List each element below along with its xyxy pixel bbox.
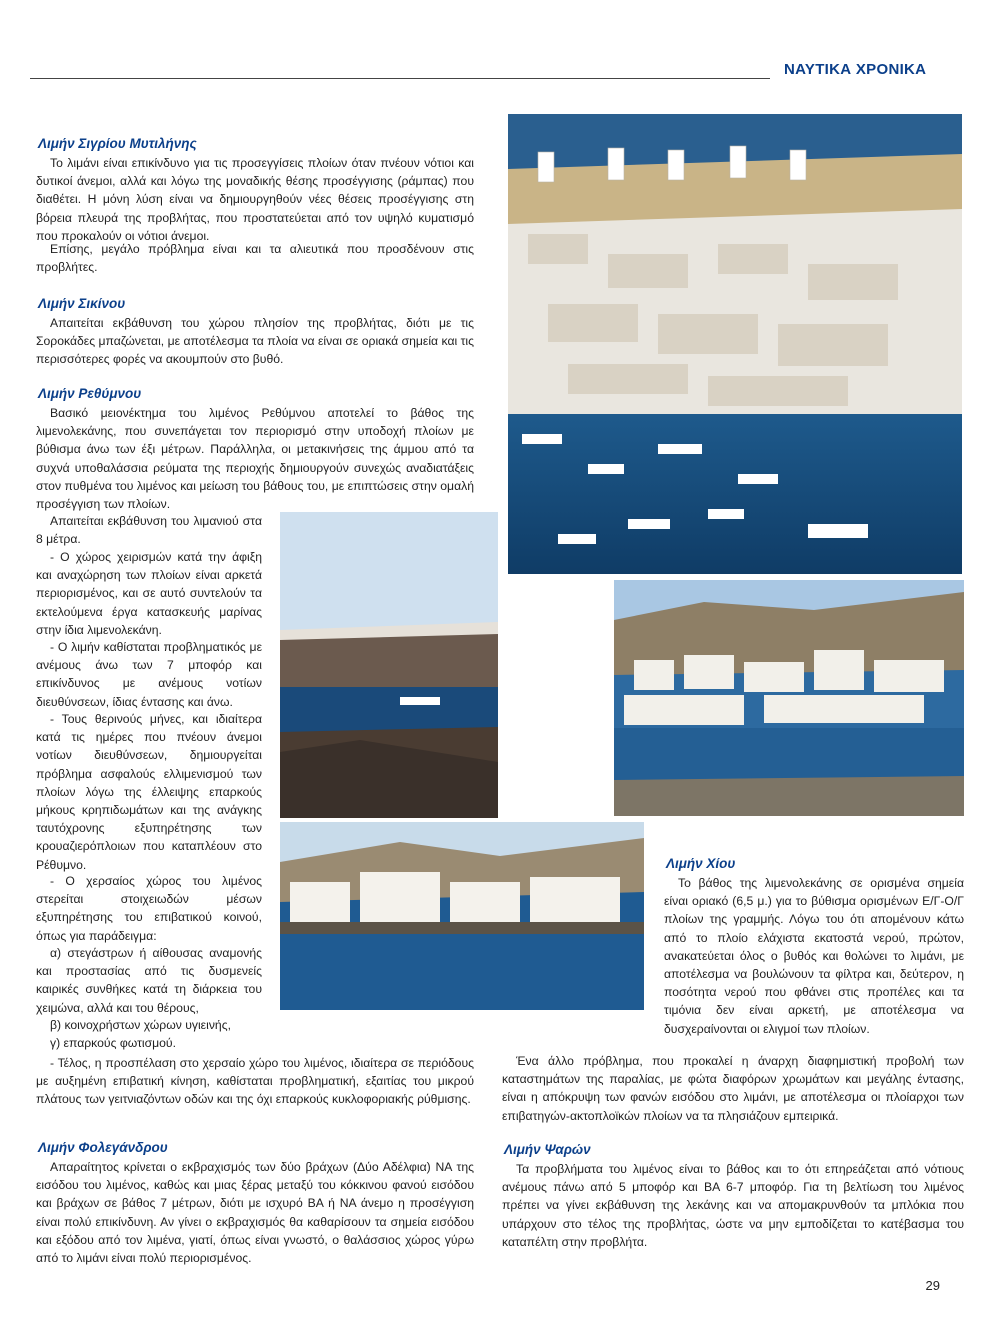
magazine-title: ΝΑΥΤΙΚΑ ΧΡΟΝΙΚΑ — [784, 61, 927, 78]
paragraph-sikinos-1: Απαιτείται εκβάθυνση του χώρου πλησίον της προβλήτας, διότι με τις Σοροκάδες μπαζώνεται, με αποτέλεσμα τα πλοία να είναι σε οριακά σημεία και τις περισσότερες φορές να ακουμπούν στο βυθό. — [36, 316, 474, 367]
photo-chios-harbour — [614, 580, 964, 816]
paragraph-rethymno-10: - Τέλος, η προσπέλαση στο χερσαίο χώρο του λιμένος, ιδιαίτερα σε περιόδους με αυξημένη επιβατική κίνηση, καθίσταται προβληματική, εξαιτίας του μικρού πλάτους των γειτνιαζόντων οδών και της όχι επαρκούς κυκλοφοριακής ρύθμισης. — [36, 1056, 474, 1107]
heading-sigri: Λιμήν Σιγρίου Μυτιλήνης — [38, 136, 197, 151]
photo-santorini-caldera — [280, 512, 498, 818]
paragraph-folegandros-1: Απαραίτητος κρίνεται ο εκβραχισμός των δύο βράχων (Δύο Αδέλφια) ΝΑ της εισόδου του λιμένος, καθώς και μιας ξέρας μεταξύ του κόκκινου φανού εισόδου και βράχων σε βάθος 7 μέτρων, διότι με ισχυρό ΒΑ ή ΝΑ άνεμο η προσέγγιση είναι πολύ επικίνδυνη. Αν γίνει ο εκβραχισμός θα καθαρίσουν τα σημεία εισόδου και εξόδου από τον λιμένα, γιατί, όπως είναι γνωστό, ο θαλάσσιος χώρος γύρω από το λιμάνι είναι πολύ περιορισμένος. — [36, 1160, 474, 1266]
paragraph-rethymno-3: - Ο χώρος χειρισμών κατά την άφιξη και αναχώρηση των πλοίων είναι αρκετά περιορισμένος, και σε αυτό συντελούν τα εκτελούμενα έργα κατασκευής μαρίνας στην ίδια λιμενολεκάνη. — [36, 550, 262, 637]
photo-mykonos-harbour — [508, 114, 962, 574]
paragraph-rethymno-9: γ) επαρκούς φωτισμού. — [50, 1036, 176, 1050]
paragraph-chios-1: Το βάθος της λιμενολεκάνης σε ορισμένα σημεία είναι οριακό (6,5 μ.) για το βύθισμα ορισμένων Ε/Γ-Ο/Γ πλοίων της γραμμής. Λόγω του ότι απομένουν κάτω από το πλοίο ελάχιστα εκατοστά νερού, πρώτον, ανακατεύεται όλος ο βυθός και θολώνει το λιμάνι, με αποτέλεσμα να βουλώνουν τα φίλτρα και, δεύτερον, η ποσότητα νερού που φθάνει στις προπέλες και τα τιμόνια δεν είναι αρκετή, με αποτέλεσμα να δυσχεραίνονται οι ελιγμοί των πλοίων. — [664, 876, 964, 1036]
paragraph-rethymno-8: β) κοινοχρήστων χώρων υγιεινής, — [50, 1018, 231, 1032]
heading-folegandros: Λιμήν Φολεγάνδρου — [38, 1140, 168, 1155]
heading-chios: Λιμήν Χίου — [666, 856, 736, 871]
paragraph-sigri-2: Επίσης, μεγάλο πρόβλημα είναι και τα αλιευτικά που προσδένουν στις προβλήτες. — [36, 242, 474, 275]
paragraph-sigri-1: Το λιμάνι είναι επικίνδυνο για τις προσεγγίσεις πλοίων όταν πνέουν νότιοι και δυτικοί άνεμοι, αλλά και λόγω της μοναδικής θέσης προσέγγισης (ράμπας) που διαθέτει. Η μόνη λύση είναι να δημιουργηθούν νέες θέσεις προσέγγισης στη βόρεια πλευρά της προβλήτας, που προστατεύεται από τον υψηλό κυματισμό που προκαλούν οι νότιοι άνεμοι. — [36, 156, 474, 243]
paragraph-rethymno-4: - Ο λιμήν καθίσταται προβληματικός με ανέμους άνω των 7 μποφόρ και επικίνδυνος με ανέμους νοτίων διευθύνσεων, ίδιας έντασης και άνω. — [36, 640, 262, 709]
paragraph-rethymno-7: α) στεγάστρων ή αίθουσας αναμονής και προστασίας από τις δυσμενείς καιρικές συνθήκες κατά τη διάρκεια του χειμώνα, αλλά και του θέρους, — [36, 946, 262, 1015]
header-rule — [30, 78, 770, 79]
paragraph-rethymno-5: - Τους θερινούς μήνες, και ιδιαίτερα κατά τις ημέρες που πνέουν άνεμοι νοτίων διευθύνσεων, δημιουργείται πρόβλημα ασφαλούς ελλιμενισμού των πλοίων λόγω της έλλειψης επαρκούς μήκους κρηπιδωμάτων και της ανάγκης ταυτόχρονης εξυπηρέτησης των κρουαζιερόπλοιων που καταπλέουν στο Ρέθυμνο. — [36, 712, 262, 872]
paragraph-chios-2: Ένα άλλο πρόβλημα, που προκαλεί η άναρχη διαφημιστική προβολή των καταστημάτων της παραλίας, με φώτα διαφόρων χρωμάτων και μεγάλης έντασης, είναι η απόκρυψη των φανών εισόδου στο λιμάνι, με αποτέλεσμα οι πλοίαρχοι των επιβατηγών-ακτοπλοϊκών πλοίων να τα πλησιάζουν εμπειρικά. — [502, 1054, 964, 1123]
photo-island-port — [280, 822, 644, 1010]
heading-rethymno: Λιμήν Ρεθύμνου — [38, 386, 142, 401]
paragraph-rethymno-1: Βασικό μειονέκτημα του λιμένος Ρεθύμνου αποτελεί το βάθος της λιμενολεκάνης, που συνεπάγεται τον περιορισμό στην υποδοχή πλοίων με βύθισμα άνω των έξι μέτρων. Παράλληλα, οι μετακινήσεις της άμμου από τα συχνά υποθαλάσσια ρεύματα της περιοχής δημιουργούν συνεχώς αναδιατάξεις στον πυθμένα του λιμένος και μείωση του βάθους του, με επιπτώσεις στην ομαλή προσέγγιση των πλοίων. — [36, 406, 474, 512]
page-number: 29 — [925, 1278, 940, 1293]
paragraph-psara-1: Τα προβλήματα του λιμένος είναι το βάθος και το ότι επηρεάζεται από νότιους ανέμους πάνω από 5 μποφόρ και ΒΑ 6-7 μποφόρ. Για τη βελτίωση του λιμένος πρέπει να γίνει εκβάθυνση της λεκάνης και να απομακρυνθούν τα μπλόκια που υπάρχουν στο τέλος της προβλήτας, ώστε να μην εμποδίζεται το κατέβασμα του καταπέλτη στην προβλήτα. — [502, 1162, 964, 1249]
heading-psara: Λιμήν Ψαρών — [504, 1142, 591, 1157]
paragraph-rethymno-2: Απαιτείται εκβάθυνση του λιμανιού στα 8 μέτρα. — [36, 514, 262, 547]
heading-sikinos: Λιμήν Σικίνου — [38, 296, 126, 311]
paragraph-rethymno-6: - Ο χερσαίος χώρος του λιμένος στερείται στοιχειωδών μέσων εξυπηρέτησης του επιβατικού κοινού, όπως για παράδειγμα: — [36, 874, 262, 943]
